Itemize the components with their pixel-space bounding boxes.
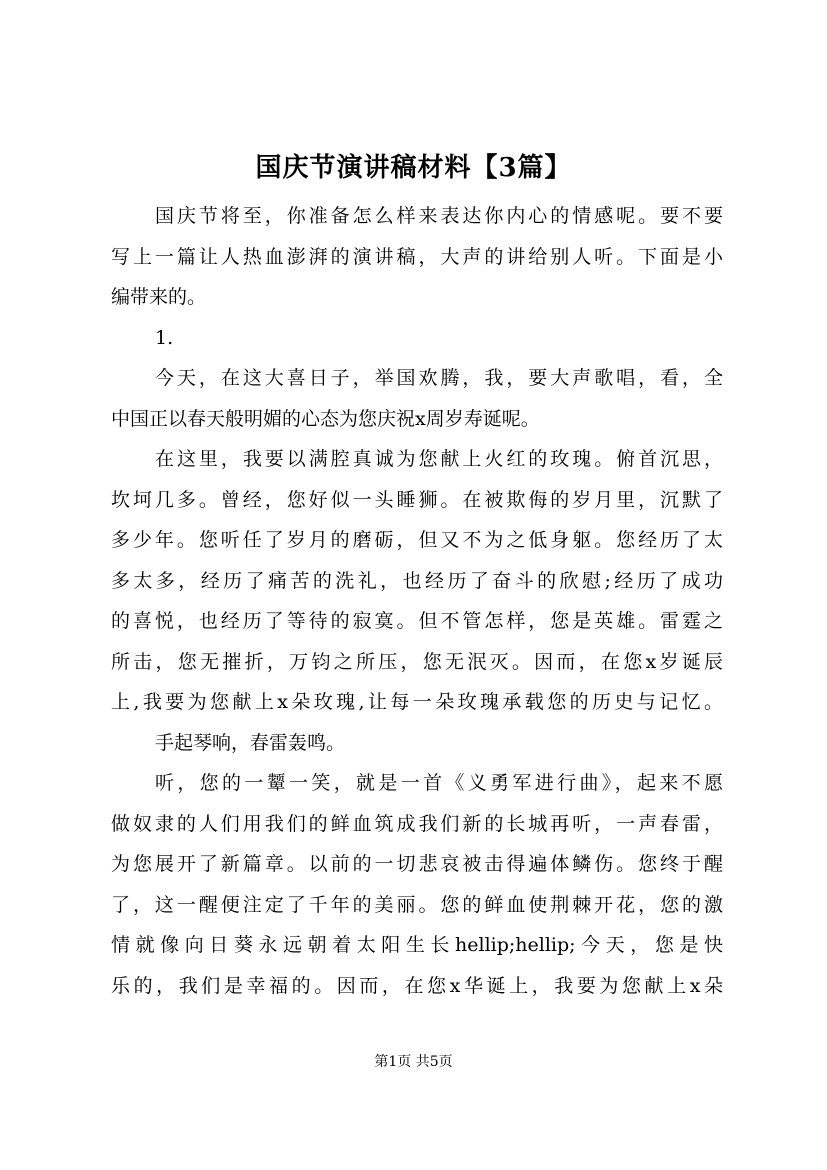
paragraph-line: 上,我要为您献上x朵玫瑰,让每一朵玫瑰承载您的历史与记忆。 [111, 691, 723, 713]
page-number-footer: 第1页 共5页 [374, 1054, 453, 1070]
paragraph-line: 乐的，我们是幸福的。因而，在您x华诞上，我要为您献上x朵 [111, 974, 723, 997]
paragraph-line: 的喜悦，也经历了等待的寂寞。但不管怎样，您是英雄。雷霆之 [111, 610, 723, 632]
paragraph-line: 情就像向日葵永远朝着太阳生长hellip;hellip;今天，您是快 [111, 934, 723, 956]
paragraph-line: 所击，您无摧折，万钧之所压，您无泯灭。因而，在您x岁诞辰 [111, 650, 723, 673]
paragraph-line: 中国正以春天般明媚的心态为您庆祝x周岁寿诞呢。 [111, 407, 540, 430]
paragraph-line: 为您展开了新篇章。以前的一切悲哀被击得遍体鳞伤。您终于醒 [111, 853, 723, 875]
paragraph-line: 在这里，我要以满腔真诚为您献上火红的玫瑰。俯首沉思， [155, 448, 723, 470]
section-number: 1. [155, 326, 174, 349]
paragraph-line: 多少年。您听任了岁月的磨砺，但又不为之低身躯。您经历了太 [111, 529, 723, 551]
paragraph-line: 写上一篇让人热血澎湃的演讲稿，大声的讲给别人听。下面是小 [111, 245, 723, 268]
paragraph-line: 编带来的。 [111, 286, 207, 308]
paragraph-line: 手起琴响，春雷轰鸣。 [155, 731, 346, 754]
document-title: 国庆节演讲稿材料【3篇】 [255, 153, 572, 183]
paragraph-line: 坎坷几多。曾经，您好似一头睡狮。在被欺侮的岁月里，沉默了 [111, 488, 723, 511]
paragraph-line: 今天，在这大喜日子，举国欢腾，我，要大声歌唱，看，全 [155, 367, 723, 389]
paragraph-line: 多太多，经历了痛苦的洗礼，也经历了奋斗的欣慰;经历了成功 [111, 569, 723, 592]
paragraph-line: 做奴隶的人们用我们的鲜血筑成我们新的长城再听，一声春雷， [111, 812, 723, 835]
paragraph-line: 了，这一醒便注定了千年的美丽。您的鲜血使荆棘开花，您的激 [111, 893, 723, 916]
document-body [111, 196, 723, 1006]
paragraph-line: 国庆节将至，你准备怎么样来表达你内心的情感呢。要不要 [155, 205, 723, 227]
paragraph-line: 听，您的一颦一笑，就是一首《义勇军进行曲》，起来不愿 [155, 772, 723, 794]
